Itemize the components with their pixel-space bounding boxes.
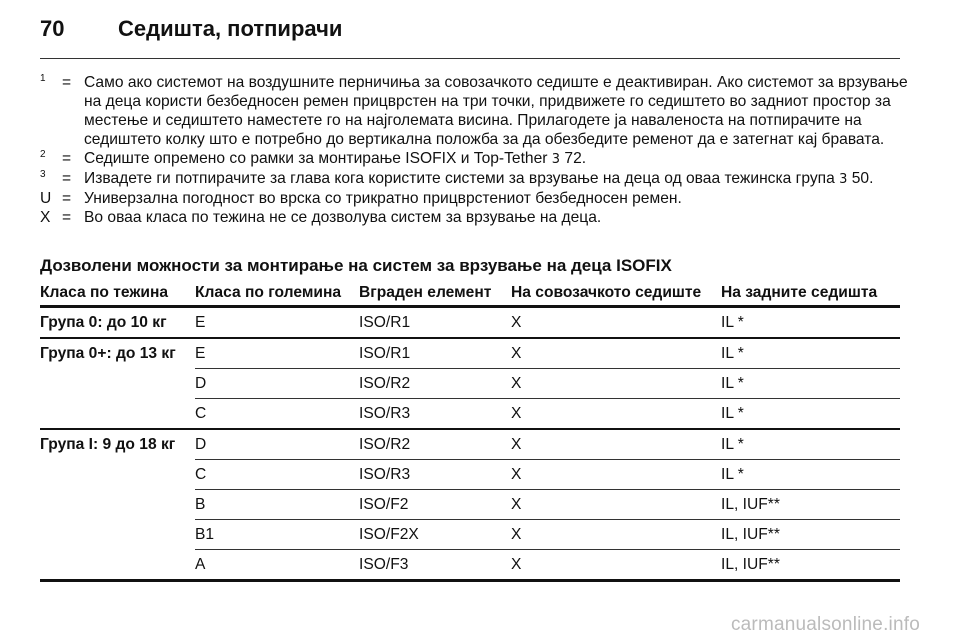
table-header-row bbox=[40, 284, 900, 307]
front-seat-cell: X bbox=[511, 399, 721, 430]
footnote-equals: = bbox=[62, 150, 72, 167]
footnote-key: U bbox=[40, 190, 52, 207]
rear-seats-cell: IL * bbox=[721, 399, 900, 430]
footnote-text: Седиште опремено со рамки за монтирање ISOFIX и Top-Tether bbox=[84, 150, 552, 167]
page-header bbox=[40, 16, 900, 50]
page-reference-icon: 3 bbox=[551, 152, 561, 167]
footnote-key: 1 bbox=[40, 73, 46, 84]
footnote-equals: = bbox=[62, 190, 72, 207]
page-reference-icon: 3 bbox=[839, 172, 848, 187]
footnote-text: Само ако системот на воздушните перничиња за совозачкото седиште е деактивиран. Ако системот за врзување на деца користи безбедносен ремен прицврстен на три точки, придвижете го седиштето во задниот простор за местење и седиштето наместете го на најголемата висина. Прилагодете ја наваленоста на потпирачите на седиштето колку што е потребно до вертикална положба за да обезбедите ременот да е затегнат кај бравата. bbox=[84, 74, 908, 148]
col-header-size-class: Класа по големина bbox=[195, 284, 359, 307]
size-class-cell: B bbox=[195, 490, 359, 520]
col-header-rear-seats: На задните седишта bbox=[721, 284, 900, 307]
size-class-cell: B1 bbox=[195, 520, 359, 550]
col-header-front-seat: На совозачкото седиште bbox=[511, 284, 721, 307]
front-seat-cell: X bbox=[511, 429, 721, 460]
watermark: carmanualsonline.info bbox=[730, 614, 920, 635]
footnote-key: 2 bbox=[40, 149, 46, 160]
footnote bbox=[40, 149, 910, 169]
footnote-equals: = bbox=[62, 170, 72, 187]
fixture-cell: ISO/F2 bbox=[359, 490, 511, 520]
table-row bbox=[40, 399, 900, 430]
table-row bbox=[40, 520, 900, 550]
footnotes bbox=[40, 73, 910, 227]
footnote-key: X bbox=[40, 209, 51, 226]
page-reference: 72. bbox=[564, 150, 587, 167]
fixture-cell: ISO/R2 bbox=[359, 429, 511, 460]
footnote-key: 3 bbox=[40, 169, 46, 180]
size-class-cell: C bbox=[195, 460, 359, 490]
page-reference: 50. bbox=[851, 170, 874, 187]
weight-class-cell bbox=[40, 460, 195, 490]
footnote bbox=[40, 169, 910, 189]
header-rule bbox=[40, 58, 900, 59]
front-seat-cell: X bbox=[511, 520, 721, 550]
table-row bbox=[40, 307, 900, 339]
footnote-text: Извадете ги потпирачите за глава кога користите системи за врзување на деца од оваа тежинска група bbox=[84, 170, 840, 187]
footnote bbox=[40, 208, 910, 227]
page-number: 70 bbox=[40, 16, 65, 41]
rear-seats-cell: IL, IUF** bbox=[721, 490, 900, 520]
table-row bbox=[40, 429, 900, 460]
weight-class-cell: Група 0+: до 13 кг bbox=[40, 338, 195, 369]
rear-seats-cell: IL * bbox=[721, 338, 900, 369]
weight-class-cell bbox=[40, 520, 195, 550]
table-row bbox=[40, 369, 900, 399]
weight-class-cell: Група 0: до 10 кг bbox=[40, 313, 167, 331]
weight-class-cell bbox=[40, 550, 195, 581]
size-class-cell: A bbox=[195, 550, 359, 581]
rear-seats-cell: IL * bbox=[721, 313, 744, 331]
size-class-cell: C bbox=[195, 399, 359, 430]
table-row bbox=[40, 550, 900, 581]
weight-class-cell bbox=[40, 369, 195, 399]
weight-class-cell bbox=[40, 490, 195, 520]
fixture-cell: ISO/R1 bbox=[359, 313, 411, 331]
section-title: Дозволени можности за монтирање на систем за врзување на деца ISOFIX bbox=[40, 256, 672, 275]
rear-seats-cell: IL * bbox=[721, 460, 900, 490]
size-class-cell: D bbox=[195, 429, 359, 460]
front-seat-cell: X bbox=[511, 338, 721, 369]
fixture-cell: ISO/F3 bbox=[359, 550, 511, 581]
fixture-cell: ISO/R3 bbox=[359, 460, 511, 490]
weight-class-cell: Група I: 9 до 18 кг bbox=[40, 429, 195, 460]
footnote-equals: = bbox=[62, 74, 72, 91]
fixture-cell: ISO/F2X bbox=[359, 520, 511, 550]
isofix-table bbox=[40, 284, 900, 582]
footnote-text: Универзална погодност во врска со трикратно прицврстениот безбедносен ремен. bbox=[84, 190, 682, 207]
rear-seats-cell: IL, IUF** bbox=[721, 550, 900, 581]
size-class-cell: E bbox=[195, 313, 206, 331]
col-header-fixture: Вграден елемент bbox=[359, 284, 511, 307]
col-header-weight-class: Класа по тежина bbox=[40, 284, 195, 307]
size-class-cell: E bbox=[195, 338, 359, 369]
footnote-text: Во оваа класа по тежина не се дозволува систем за врзување на деца. bbox=[84, 209, 602, 226]
fixture-cell: ISO/R1 bbox=[359, 338, 511, 369]
table-row bbox=[40, 338, 900, 369]
weight-class-cell bbox=[40, 399, 195, 430]
page-title: Седишта, потпирачи bbox=[118, 16, 343, 41]
footnote-equals: = bbox=[62, 209, 72, 226]
fixture-cell: ISO/R2 bbox=[359, 369, 511, 399]
front-seat-cell: X bbox=[511, 460, 721, 490]
table-row bbox=[40, 460, 900, 490]
table-row bbox=[40, 490, 900, 520]
front-seat-cell: X bbox=[511, 313, 522, 331]
front-seat-cell: X bbox=[511, 550, 721, 581]
rear-seats-cell: IL * bbox=[721, 429, 900, 460]
size-class-cell: D bbox=[195, 369, 359, 399]
footnote bbox=[40, 189, 910, 208]
rear-seats-cell: IL, IUF** bbox=[721, 520, 900, 550]
rear-seats-cell: IL * bbox=[721, 369, 900, 399]
fixture-cell: ISO/R3 bbox=[359, 399, 511, 430]
front-seat-cell: X bbox=[511, 490, 721, 520]
front-seat-cell: X bbox=[511, 369, 721, 399]
footnote bbox=[40, 73, 910, 149]
